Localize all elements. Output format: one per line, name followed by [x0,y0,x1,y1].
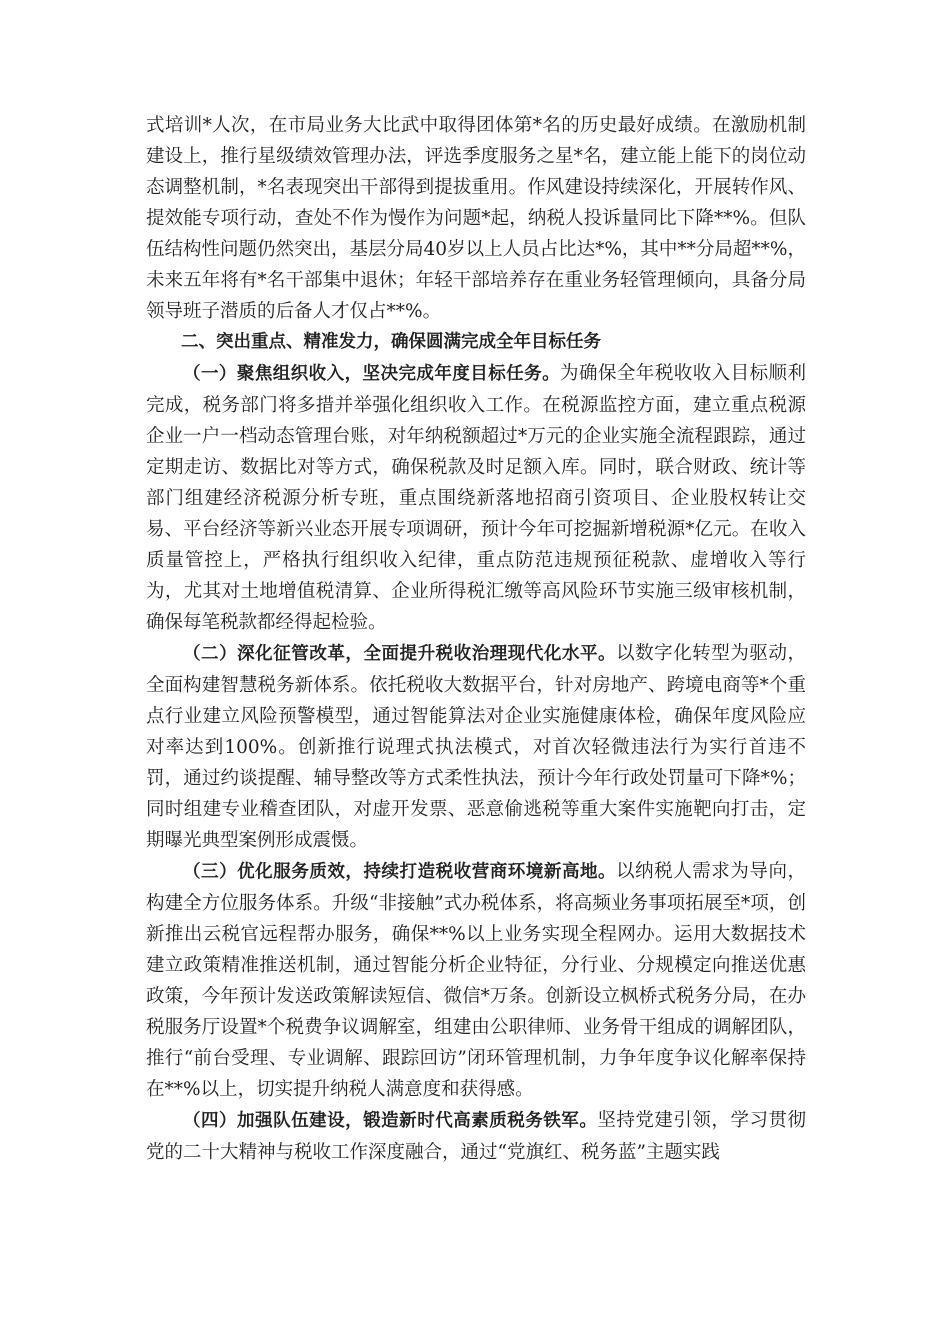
paragraph-lead: （二）深化征管改革，全面提升税收治理现代化水平。 [183,644,617,664]
paragraph-body: 以数字化转型为驱动，全面构建智慧税务新体系。依托税收大数据平台，针对房地产、跨境电商等*个重点行业建立风险预警模型，通过智能算法对企业实施健康体检，确保年度风险应对率达到100%。创新推行说理式执法模式，对首次轻微违法行为实行首违不罚，通过约谈提醒、辅导整改等方式柔性执法，预计今年行政处罚量可下降*%；同时组建专业稽查团队，对虚开发票、恶意偷逃税等重大案件实施靶向打击，定期曝光典型案例形成震慑。 [146,643,806,851]
paragraph-service-quality [146,856,806,1105]
paragraph-lead: （三）优化服务质效，持续打造税收营商环境新高地。 [183,862,617,882]
paragraph-body: 坚持党建引领，学习贯彻党的二十大精神与税收工作深度融合，通过“党旗红、税务蓝”主题实践 [146,1110,806,1163]
section-heading-text: 二、突出重点、精准发力，确保圆满完成全年目标任务 [181,332,601,352]
paragraph-team-building [146,1105,806,1168]
paragraph-body: 以纳税人需求为导向，构建全方位服务体系。升级“非接触”式办税体系，将高频业务事项拓展至*项，创新推出云税官远程帮办服务，确保**%以上业务实现全程网办。运用大数据技术建立政策精准推送机制，通过智能分析企业特征，分行业、分规模定向推送优惠政策，今年预计发送政策解读短信、微信*万条。创新设立枫桥式税务分局，在办税服务厅设置*个税费争议调解室，组建由公职律师、业务骨干组成的调解团队，推行“前台受理、专业调解、跟踪回访”闭环管理机制，力争年度争议化解率保持在**%以上，切实提升纳税人满意度和获得感。 [146,861,806,1100]
paragraph-collection-reform [146,638,806,856]
document-page [146,110,806,1168]
paragraph-lead: （四）加强队伍建设，锻造新时代高素质税务铁军。 [183,1111,598,1131]
paragraph-lead: （一）聚焦组织收入，坚决完成年度目标任务。 [183,364,561,384]
section-heading [146,327,806,358]
paragraph-revenue [146,358,806,638]
paragraph-team-training [146,110,806,327]
paragraph-body: 式培训*人次，在市局业务大比武中取得团体第*名的历史最好成绩。在激励机制建设上，推行星级绩效管理办法，评选季度服务之星*名，建立能上能下的岗位动态调整机制，*名表现突出干部得到提拔重用。作风建设持续深化，开展转作风、提效能专项行动，查处不作为慢作为问题*起，纳税人投诉量同比下降**%。但队伍结构性问题仍然突出，基层分局40岁以上人员占比达*%，其中**分局超**%，未来五年将有*名干部集中退休；年轻干部培养存在重业务轻管理倾向，具备分局领导班子潜质的后备人才仅占**%。 [146,115,806,322]
paragraph-body: 为确保全年税收收入目标顺利完成，税务部门将多措并举强化组织收入工作。在税源监控方面，建立重点税源企业一户一档动态管理台账，对年纳税额超过*万元的企业实施全流程跟踪，通过定期走访、数据比对等方式，确保税款及时足额入库。同时，联合财政、统计等部门组建经济税源分析专班，重点围绕新落地招商引资项目、企业股权转让交易、平台经济等新兴业态开展专项调研，预计今年可挖掘新增税源*亿元。在收入质量管控上，严格执行组织收入纪律，重点防范违规预征税款、虚增收入等行为，尤其对土地增值税清算、企业所得税汇缴等高风险环节实施三级审核机制，确保每笔税款都经得起检验。 [146,363,806,633]
